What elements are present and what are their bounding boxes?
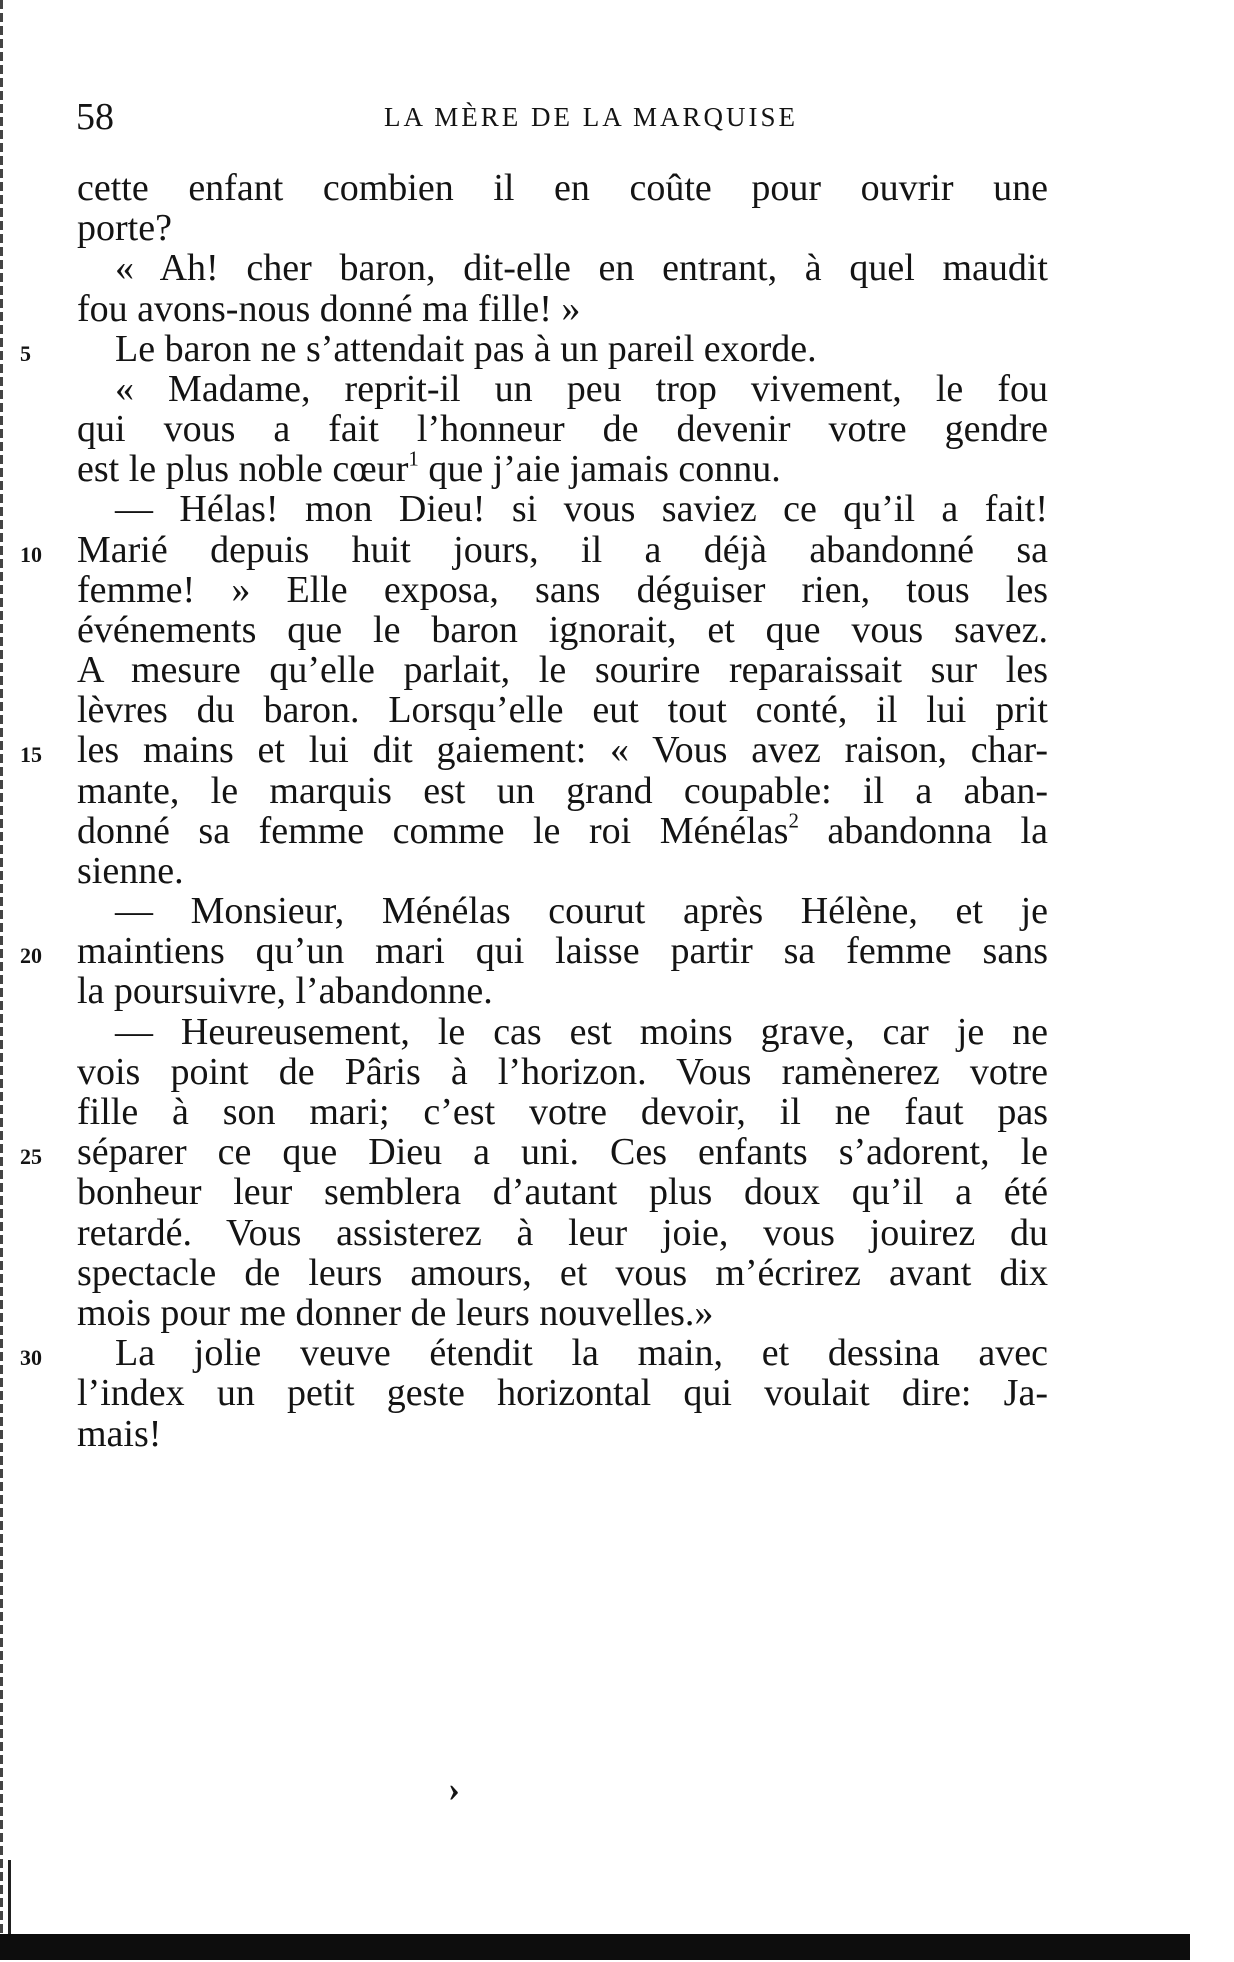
- text-line: — Heureusement, le cas est moins grave, car je ne: [115, 1011, 1048, 1053]
- text-line: Le baron ne s’attendait pas à un pareil exorde.: [115, 328, 817, 370]
- text-line: lèvres du baron. Lorsqu’elle eut tout conté, il lui prit: [77, 689, 1048, 731]
- running-title: LA MÈRE DE LA MARQUISE: [383, 102, 798, 132]
- line-number: 15: [20, 742, 42, 767]
- text-line: l’index un petit geste horizontal qui voulait dire: Ja-: [77, 1372, 1048, 1414]
- text-line: « Madame, reprit-il un peu trop vivement, le fou: [115, 368, 1048, 410]
- text-line: — Monsieur, Ménélas courut après Hélène, et je: [115, 890, 1048, 932]
- text-line: porte?: [77, 207, 172, 249]
- text-line: événements que le baron ignorait, et que vous savez.: [77, 609, 1048, 651]
- line-number: 5: [20, 341, 31, 366]
- text-line: spectacle de leurs amours, et vous m’écrirez avant dix: [77, 1252, 1048, 1294]
- text-line: femme! » Elle exposa, sans déguiser rien, tous les: [77, 569, 1048, 611]
- text-line: vois point de Pâris à l’horizon. Vous ramènerez votre: [77, 1051, 1048, 1093]
- line-number: 20: [20, 943, 42, 968]
- text-line: mois pour me donner de leurs nouvelles.»: [77, 1292, 714, 1334]
- line-number: 30: [20, 1345, 42, 1370]
- text-line: « Ah! cher baron, dit-elle en entrant, à quel maudit: [115, 247, 1048, 289]
- page-header: [76, 92, 1086, 142]
- scan-bottom-edge: [0, 1934, 1190, 1960]
- text-line: — Hélas! mon Dieu! si vous saviez ce qu’il a fait!: [115, 488, 1048, 530]
- footnote-ref: 2: [788, 808, 799, 833]
- text-line: les mains et lui dit gaiement: « Vous avez raison, char-: [77, 729, 1048, 771]
- text-line: fille à son mari; c’est votre devoir, il ne faut pas: [77, 1091, 1048, 1133]
- text-line: A mesure qu’elle parlait, le sourire reparaissait sur les: [77, 649, 1048, 691]
- text-line: mais!: [77, 1413, 162, 1455]
- text-segment: est le plus noble cœur: [77, 448, 409, 490]
- text-line: Marié depuis huit jours, il a déjà abandonné sa: [77, 529, 1048, 571]
- scan-page-edge: [0, 0, 3, 1962]
- text-line: fou avons-nous donné ma fille! »: [77, 288, 581, 330]
- text-line: maintiens qu’un mari qui laisse partir sa femme sans: [77, 930, 1048, 972]
- text-line: retardé. Vous assisterez à leur joie, vous jouirez du: [77, 1212, 1048, 1254]
- text-line: bonheur leur semblera d’autant plus doux qu’il a été: [77, 1171, 1048, 1213]
- line-number: 10: [20, 542, 42, 567]
- footnote-ref: 1: [408, 446, 419, 471]
- text-line: La jolie veuve étendit la main, et dessina avec: [115, 1332, 1048, 1374]
- text-line: sienne.: [77, 850, 184, 892]
- text-line: séparer ce que Dieu a uni. Ces enfants s’adorent, le: [77, 1131, 1048, 1173]
- text-line: la poursuivre, l’abandonne.: [77, 970, 493, 1012]
- text-segment: abandonna la: [798, 810, 1048, 852]
- page-mark: ›: [448, 1769, 460, 1809]
- text-segment: que j’aie jamais connu.: [418, 448, 781, 490]
- scan-page-edge-mark: [8, 1860, 11, 1940]
- text-line: mante, le marquis est un grand coupable: il a aban-: [77, 770, 1048, 812]
- page-number: 58: [76, 96, 114, 138]
- text-line: cette enfant combien il en coûte pour ouvrir une: [77, 167, 1048, 209]
- text-line: qui vous a fait l’honneur de devenir votre gendre: [77, 408, 1048, 450]
- text-segment: donné sa femme comme le roi Ménélas: [77, 810, 789, 852]
- line-number: 25: [20, 1144, 42, 1169]
